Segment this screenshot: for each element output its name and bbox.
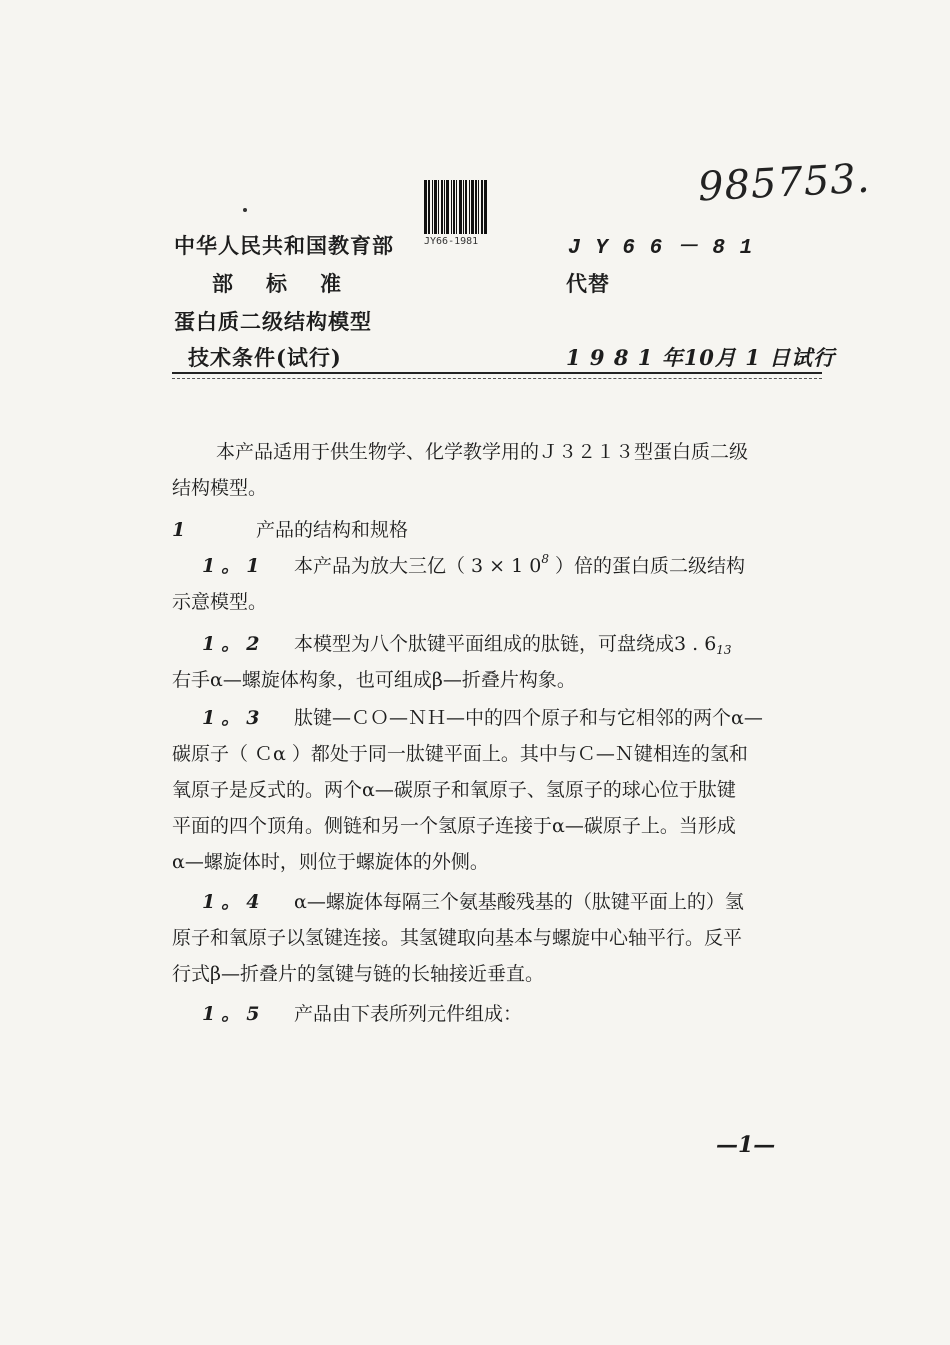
- item-text: 氧原子是反式的。两个α—碳原子和氧原子、氢原子的球心位于肽键: [172, 779, 736, 801]
- header-rule-thick: [172, 372, 822, 374]
- item-text: ）倍的蛋白质二级结构: [549, 555, 746, 577]
- item-text: 本模型为八个肽键平面组成的肽链，可盘绕成3 . 6: [294, 633, 717, 655]
- item-number: 1。4: [202, 891, 266, 913]
- item-text: 示意模型。: [172, 591, 268, 613]
- page-number: —1—: [716, 1132, 776, 1158]
- item-text: 本产品为放大三亿（ 3 × 1 0: [294, 555, 542, 577]
- item-1-2: [172, 626, 812, 698]
- item-text: 行式β—折叠片的氢键与链的长轴接近垂直。: [172, 963, 544, 985]
- item-1-4: [172, 884, 812, 992]
- exponent: 8: [541, 552, 549, 566]
- item-text: 原子和氧原子以氢键连接。其氢键取向基本与螺旋中心轴平行。反平: [172, 927, 743, 949]
- section-title: 产品的结构和规格: [256, 519, 409, 541]
- header-rule-thin: [172, 378, 822, 379]
- item-number: 1。3: [202, 707, 266, 729]
- item-1-5: [172, 996, 812, 1032]
- item-1-1: [172, 548, 812, 620]
- item-text: 碳原子（ Ｃα ）都处于同一肽键平面上。其中与Ｃ—Ｎ键相连的氢和: [172, 743, 748, 765]
- item-number: 1。2: [202, 633, 266, 655]
- ink-dot: [243, 208, 247, 212]
- item-text: α—螺旋体时，则位于螺旋体的外侧。: [172, 851, 489, 873]
- barcode-caption: JY66-1981: [424, 236, 479, 247]
- barcode-image: [424, 180, 494, 234]
- document-title-line1: 蛋白质二级结构模型: [174, 309, 372, 334]
- subscript: 13: [716, 643, 732, 657]
- item-text: 肽键—ＣＯ—ＮＨ—中的四个原子和与它相邻的两个α—: [294, 707, 763, 729]
- item-text: 产品由下表所列元件组成：: [294, 1003, 523, 1025]
- item-text: α—螺旋体每隔三个氨基酸残基的（肽键平面上的）氢: [294, 891, 744, 913]
- intro-line-2: 结构模型。: [172, 477, 268, 499]
- handwritten-number: 985753.: [696, 155, 872, 211]
- document-title-line2: 技术条件(试行): [188, 345, 342, 370]
- intro-paragraph: [172, 434, 812, 506]
- trial-date: 1 9 8 1 年10月 1 日试行: [566, 345, 836, 370]
- item-number: 1。5: [202, 1003, 266, 1025]
- item-text: 平面的四个顶角。侧链和另一个氢原子连接于α—碳原子上。当形成: [172, 815, 736, 837]
- section-number: 1: [172, 519, 192, 541]
- item-text: 右手α—螺旋体构象，也可组成β—折叠片构象。: [172, 669, 576, 691]
- item-1-3: [172, 700, 812, 880]
- ministry-name: 中华人民共和国教育部: [174, 233, 394, 258]
- section-heading: [172, 512, 812, 548]
- standard-code: J Y 6 6 － 8 1: [568, 237, 754, 260]
- standard-type: 部 标 准: [212, 271, 347, 296]
- replaces-label: 代替: [566, 271, 610, 296]
- item-number: 1。1: [202, 555, 266, 577]
- intro-line-1: 本产品适用于供生物学、化学教学用的Ｊ３２１３型蛋白质二级: [216, 441, 749, 463]
